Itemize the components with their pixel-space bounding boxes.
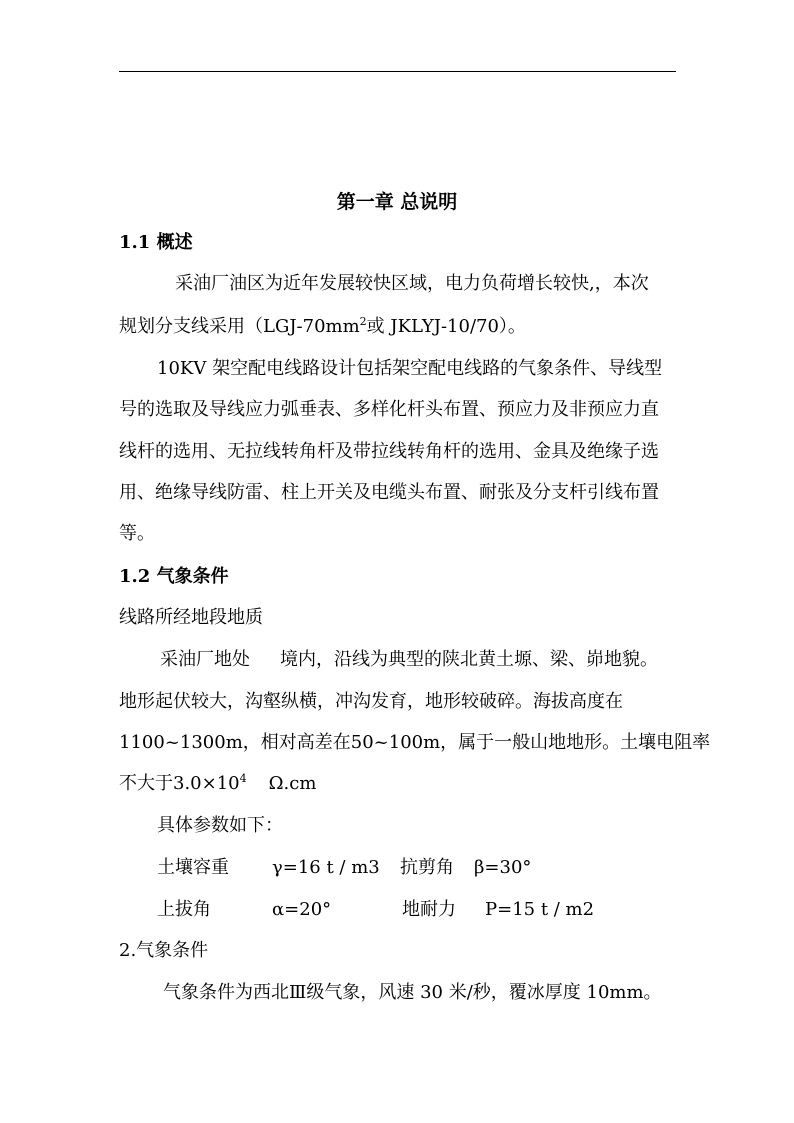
section-heading-1-1: 1.1 概述 — [119, 232, 193, 253]
overview-p2-line1: 10KV 架空配电线路设计包括架空配电线路的气象条件、导线型 — [157, 358, 663, 379]
superscript-2: 2 — [359, 315, 367, 328]
param-label-bearing-capacity: 地耐力 — [402, 899, 456, 920]
overview-p2-line2: 号的选取及导线应力弧垂表、多样化杆头布置、预应力及非预应力直 — [119, 399, 659, 420]
geology-p1-line2: 地形起伏较大，沟壑纵横，冲沟发育，地形较破碎。海拔高度在 — [119, 691, 623, 712]
section-heading-1-2: 1.2 气象条件 — [119, 566, 229, 587]
overview-p1-line2-pre: 规划分支线采用（LGJ-70mm — [119, 316, 360, 337]
param-value-uplift-angle: α=20° — [272, 899, 332, 920]
param-label-soil-density: 土壤容重 — [157, 857, 229, 878]
overview-p1-line1: 采油厂油区为近年发展较快区域，电力负荷增长较快,，本次 — [175, 273, 649, 294]
param-value-shear-angle: β=30° — [474, 857, 532, 878]
param-label-shear-angle: 抗剪角 — [400, 857, 454, 878]
geology-p1-line1-a: 采油厂地处 — [160, 649, 250, 670]
weather-subheading: 2.气象条件 — [119, 940, 209, 961]
geology-p1-line1 — [160, 648, 658, 672]
overview-p2-line3: 线杆的选用、无拉线转角杆及带拉线转角杆的选用、金具及绝缘子选 — [119, 441, 659, 462]
geology-p1-line4-post: Ω.cm — [268, 773, 317, 794]
param-row-2 — [157, 898, 594, 922]
superscript-4: 4 — [239, 772, 247, 785]
param-value-bearing-capacity: P=15 t / m2 — [485, 899, 595, 920]
overview-p1-line2 — [119, 315, 526, 339]
overview-p1-line2-post: 或 JKLYJ-10/70）。 — [366, 316, 526, 337]
chapter-title: 第一章 总说明 — [336, 191, 458, 213]
geology-p1-line3: 1100~1300m，相对高差在50~100m，属于一般山地地形。土壤电阻率 — [119, 732, 711, 753]
overview-p2-line4: 用、绝缘导线防雷、柱上开关及电缆头布置、耐张及分支杆引线布置 — [119, 482, 659, 503]
params-intro: 具体参数如下： — [157, 815, 283, 836]
overview-p2-line5: 等。 — [119, 523, 155, 544]
header-rule — [119, 71, 676, 72]
geology-p1-line4-pre: 不大于3.0×10 — [119, 773, 240, 794]
geology-p1-line4 — [119, 772, 316, 796]
param-value-soil-density: γ=16 t / m3 — [272, 857, 380, 878]
param-row-1 — [157, 856, 531, 880]
geology-subheading: 线路所经地段地质 — [119, 607, 263, 628]
geology-p1-line1-b: 境内，沿线为典型的陕北黄土塬、梁、峁地貌。 — [280, 649, 658, 670]
param-label-uplift-angle: 上拔角 — [157, 899, 211, 920]
weather-line: 气象条件为西北Ⅲ级气象，风速 30 米/秒，覆冰厚度 10mm。 — [163, 982, 662, 1003]
